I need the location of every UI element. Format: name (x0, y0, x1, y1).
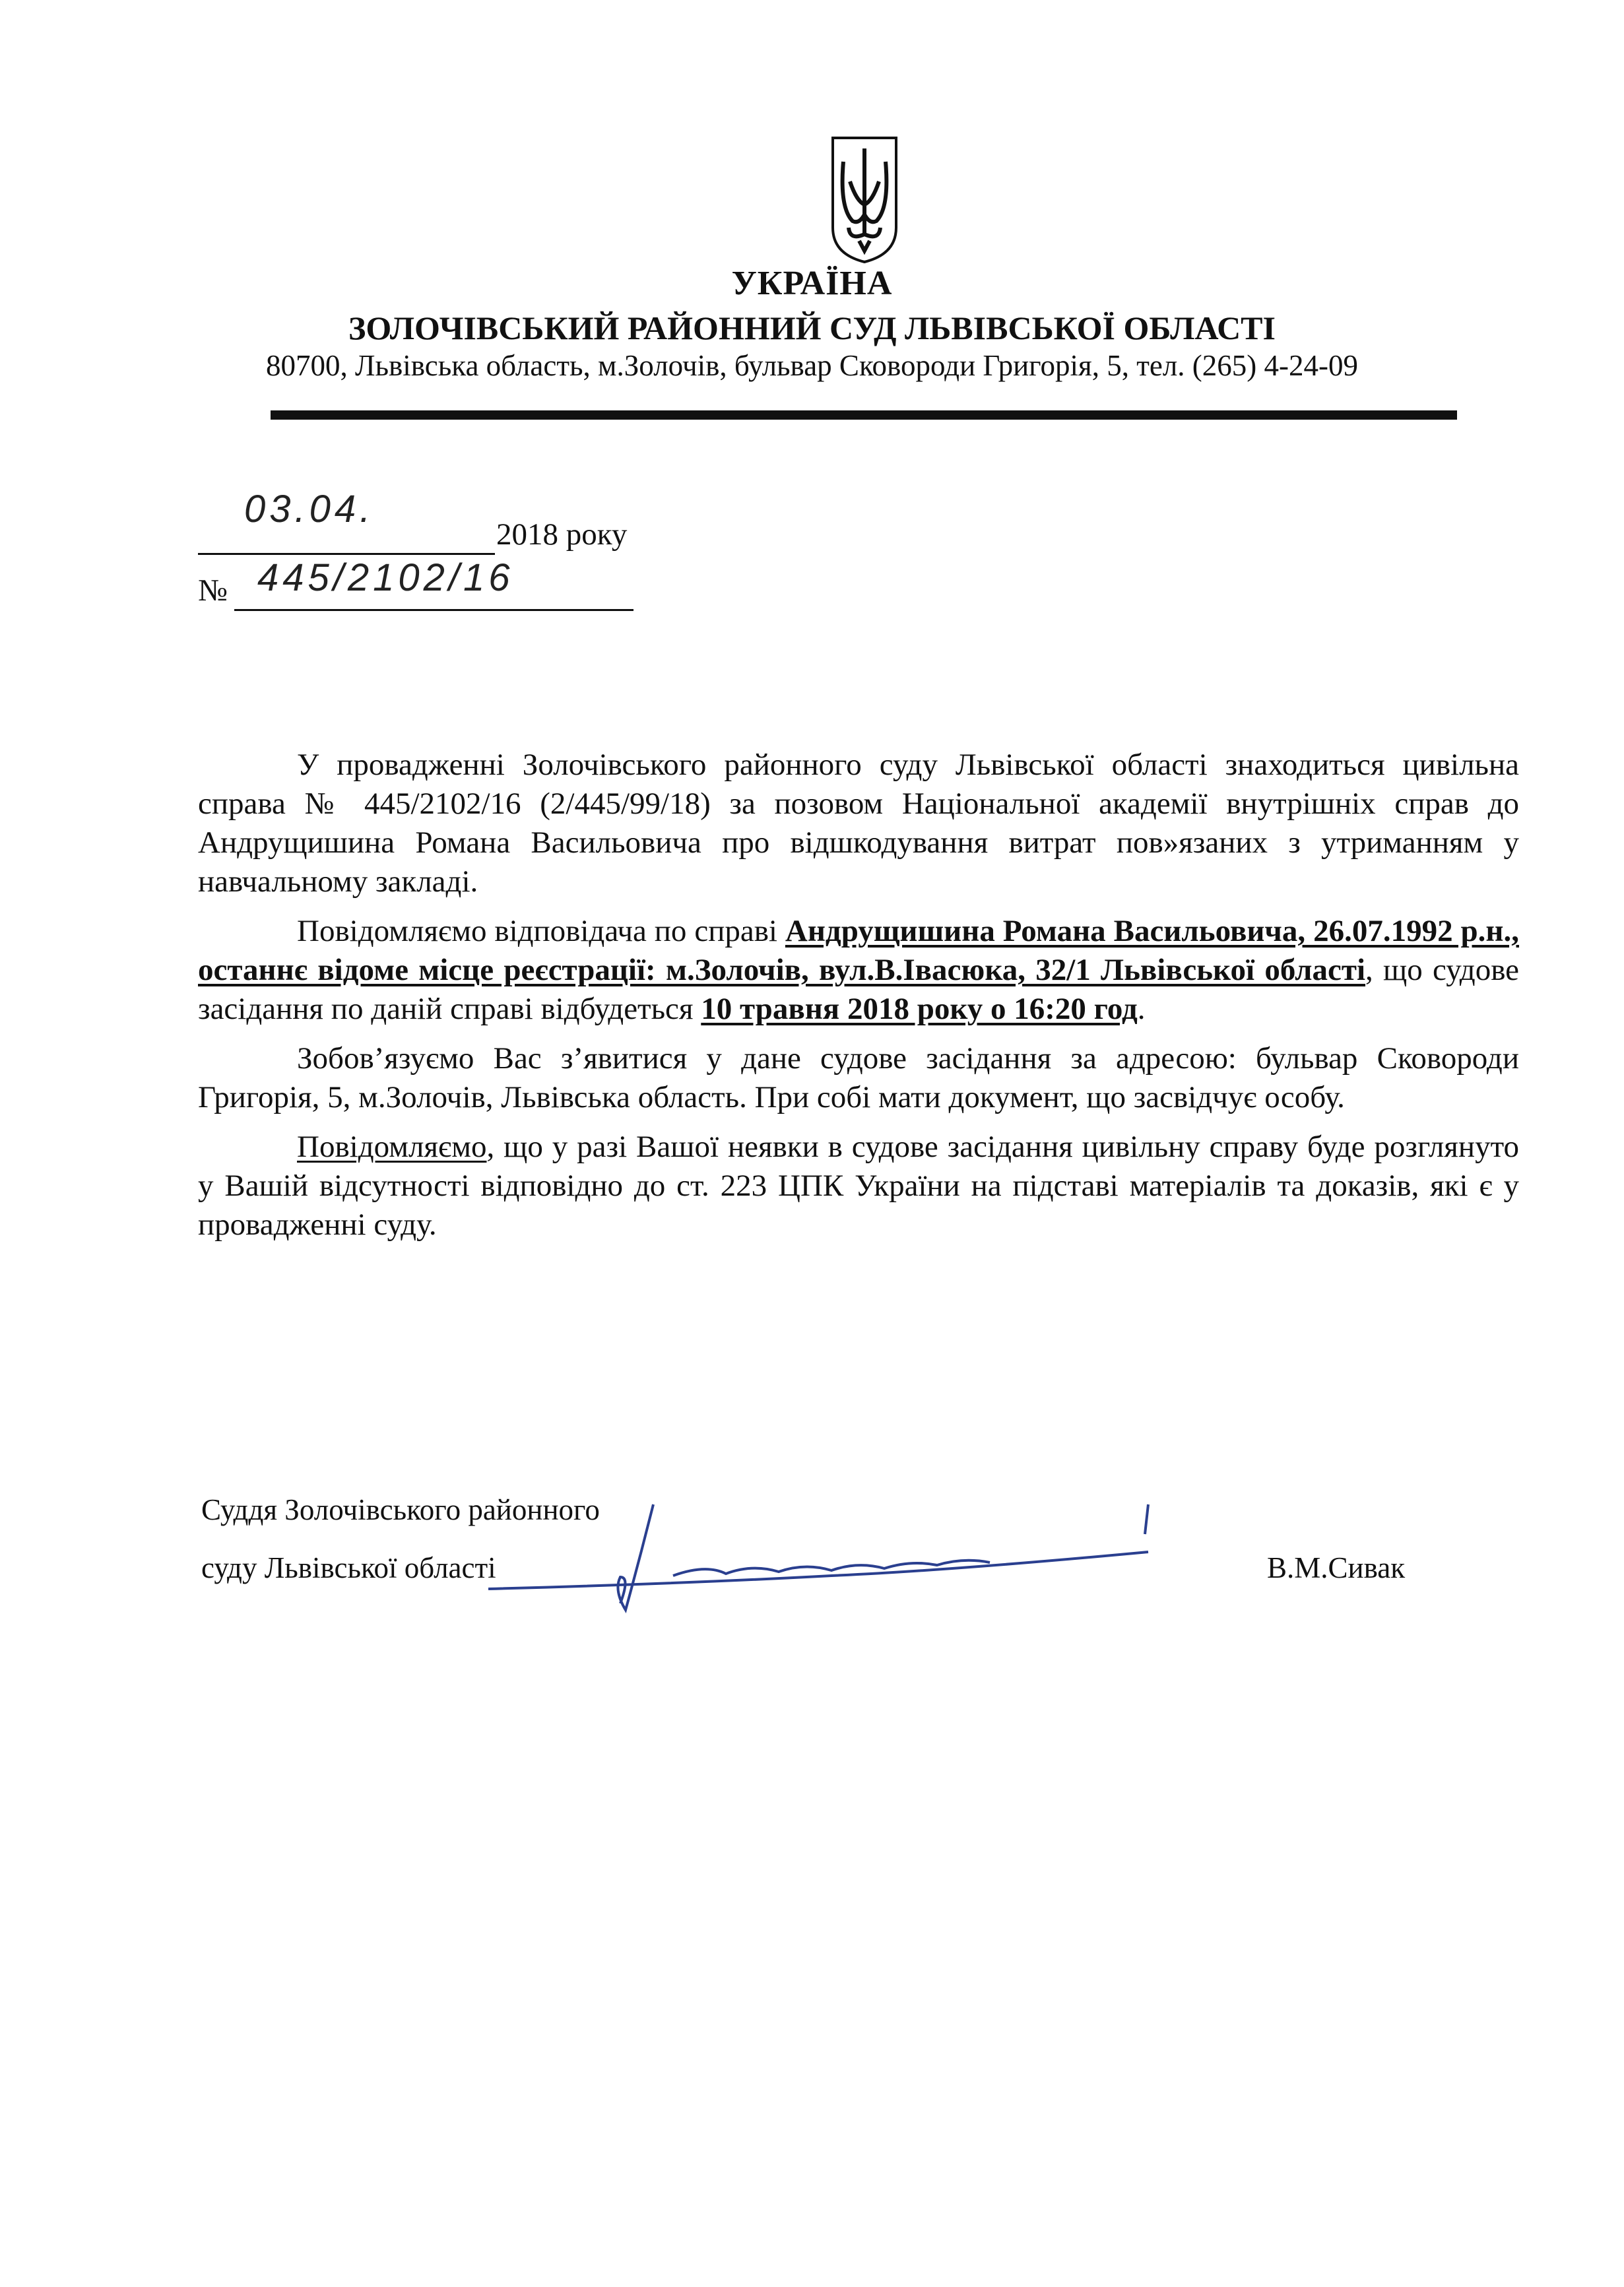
signatory-title-line1: Суддя Золочівського районного (201, 1493, 600, 1526)
date-year: 2018 року (496, 517, 628, 552)
signatory-title-line2: суду Львівської області (201, 1551, 496, 1584)
notice-end: . (1137, 992, 1146, 1026)
paragraph-notice (198, 912, 1519, 1029)
court-address: 80700, Львівська область, м.Золочів, бульвар Сковороди Григорія, 5, тел. (265) 4-24-09 (265, 349, 1358, 382)
judge-name: В.М.Сивак (1267, 1551, 1406, 1584)
paragraph-summons: Зобов’язуємо Вас з’явитися у дане судове засідання за адресою: бульвар Сковороди Григорія, 5, м.Золочів, Львівська область. При собі мати документ, що засвідчує особу. (198, 1041, 1519, 1114)
header-divider (271, 410, 1457, 420)
paragraph-warning (198, 1128, 1519, 1244)
number-underline (234, 609, 633, 611)
court-name-heading: ЗОЛОЧІВСЬКИЙ РАЙОННИЙ СУД ЛЬВІВСЬКОЇ ОБЛАСТІ (348, 309, 1276, 346)
paragraph-case-info: У провадженні Золочівського районного суду Львівської області знаходиться цивільна справа № 445/2102/16 (2/445/99/18) за позовом Національної академії внутрішніх справ до Андрущишина Романа Васильовича про відшкодування витрат пов»язаних з утриманням у навчальному закладі. (198, 748, 1519, 899)
country-heading: УКРАЇНА (731, 265, 893, 302)
warning-lead: Повідомляємо (297, 1130, 487, 1164)
notice-text-mid: , що судове засідання по даній справі відбудеться (198, 953, 1519, 1026)
handwritten-date: 03.04. (244, 488, 375, 531)
notice-text: Повідомляємо відповідача по справі (297, 914, 785, 948)
hearing-datetime: 10 травня 2018 року о 16:20 год (701, 992, 1138, 1026)
judge-signature (488, 1478, 1161, 1623)
warning-text: , що у разі Вашої неявки в судове засідання цивільну справу буде розглянуто у Вашій відсутності відповідно до ст. 223 ЦПК України на підставі матеріалів та доказів, які є у провадженні суду. (198, 1130, 1519, 1242)
number-sign: № (198, 573, 228, 608)
handwritten-case-number: 445/2102/16 (257, 556, 514, 599)
letter-body (198, 746, 1519, 1255)
defendant-details: Андрущишина Романа Васильовича, 26.07.1992 р.н., останнє відоме місце реєстрації: м.Золочів, вул.В.Івасюка, 32/1 Львівської області (198, 914, 1519, 987)
coat-of-arms-icon (830, 135, 899, 265)
